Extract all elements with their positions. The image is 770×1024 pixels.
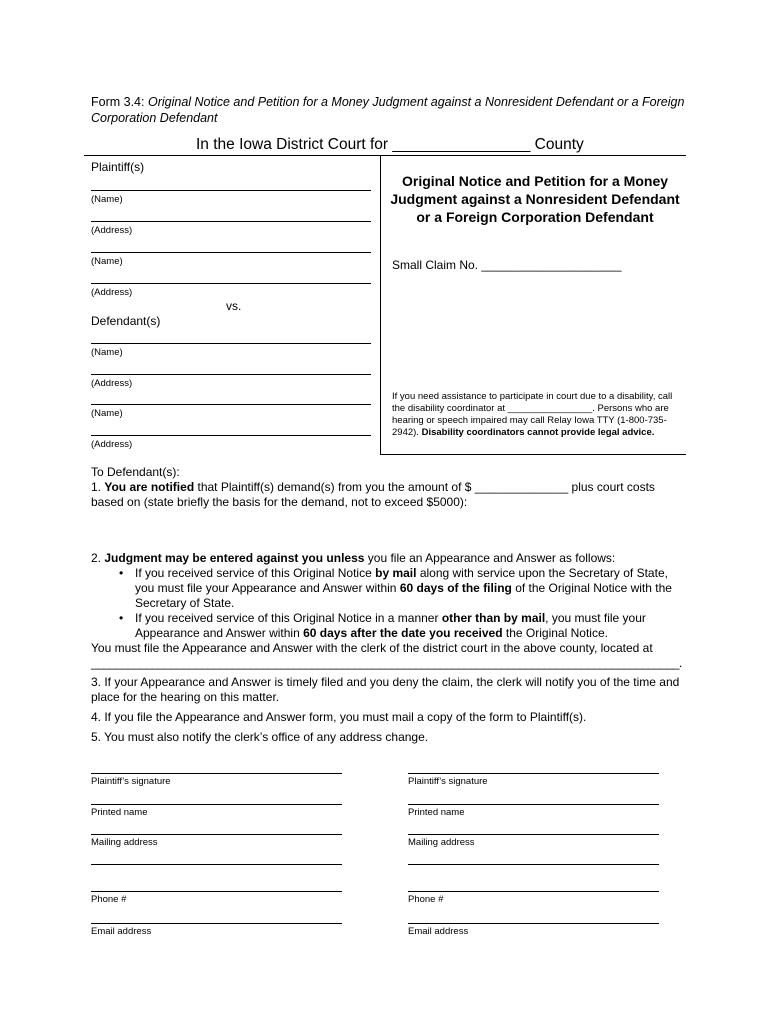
paragraph-4: 4. If you file the Appearance and Answer form, you must mail a copy of the form to Plaintiff(s).: [91, 710, 587, 724]
court-heading: [196, 136, 584, 154]
sig-1-signature-label: Plaintiff’s signature: [91, 776, 171, 787]
vs-label: vs.: [226, 299, 242, 313]
notice-body: [91, 465, 681, 510]
sig-1-phone-line[interactable]: [91, 891, 342, 892]
sig-1-phone-label: Phone #: [91, 894, 127, 905]
plaintiff-1-address-line[interactable]: [91, 221, 371, 222]
sig-1-mailing-line[interactable]: [91, 834, 342, 835]
plaintiff-2-address-line[interactable]: [91, 283, 371, 284]
sig-2-phone-line[interactable]: [408, 891, 659, 892]
sig-1-mailing-label: Mailing address: [91, 837, 158, 848]
bullet-other-than-mail: • If you received service of this Original Notice in a manner other than by mail, you must file your Appearance and Answer within 60 days after the date you received the Original Notice.: [91, 611, 681, 641]
service-bullets: [91, 566, 681, 641]
sig-2-phone-label: Phone #: [408, 894, 444, 905]
sig-2-mailing-line-2[interactable]: [408, 864, 659, 865]
county-blank[interactable]: ________________: [392, 136, 531, 153]
defendant-2-name-label: (Name): [91, 408, 123, 419]
plaintiff-2-address-label: (Address): [91, 287, 133, 298]
defendant-2-address-line[interactable]: [91, 435, 371, 436]
defendants-label: Defendant(s): [91, 314, 161, 328]
small-claim-field: [392, 258, 622, 272]
clerk-location-blank[interactable]: ________________________________________________________________________________________________.: [91, 656, 682, 670]
county-label: County: [534, 136, 584, 153]
paragraph-2-block: [91, 551, 681, 745]
petition-title: Original Notice and Petition for a Money Judgment against a Nonresident Defendant or a Foreign Corporation Defendant: [390, 173, 680, 225]
sig-1-mailing-line-2[interactable]: [91, 864, 342, 865]
defendant-2-address-label: (Address): [91, 439, 133, 450]
file-with-clerk: You must file the Appearance and Answer with the clerk of the district court in the above county, located at ________________________________________________________________________________________________.: [91, 641, 682, 670]
defendant-1-address-label: (Address): [91, 378, 133, 389]
defendant-1-name-line[interactable]: [91, 343, 371, 344]
sig-2-mailing-line[interactable]: [408, 834, 659, 835]
sig-2-signature-label: Plaintiff’s signature: [408, 776, 488, 787]
paragraph-1: 1. You are notified that Plaintiff(s) demand(s) from you the amount of $ ______________ plus court costs based on (state briefly the basis for the demand, not to exceed $5000):: [91, 480, 655, 509]
small-claim-blank[interactable]: _____________________: [481, 258, 622, 272]
to-defendants: To Defendant(s):: [91, 465, 180, 479]
small-claim-label: Small Claim No.: [392, 258, 479, 272]
sig-1-printed-name-line[interactable]: [91, 804, 342, 805]
bullet-by-mail: • If you received service of this Original Notice by mail along with service upon the Secretary of State, you must file your Appearance and Answer within 60 days of the filing of the Original Notice with the Secretary of State.: [91, 566, 681, 611]
caption-bottom-rule: [380, 454, 686, 455]
caption-top-rule: [84, 155, 686, 156]
plaintiff-2-name-label: (Name): [91, 256, 123, 267]
paragraph-2: 2. Judgment may be entered against you unless you file an Appearance and Answer as follows:: [91, 551, 616, 565]
form-caption: [91, 94, 691, 126]
plaintiff-1-address-label: (Address): [91, 225, 133, 236]
sig-1-printed-name-label: Printed name: [91, 807, 148, 818]
plaintiff-1-name-line[interactable]: [91, 190, 371, 191]
sig-2-printed-name-line[interactable]: [408, 804, 659, 805]
sig-2-mailing-label: Mailing address: [408, 837, 475, 848]
sig-1-email-label: Email address: [91, 926, 152, 937]
paragraph-3: 3. If your Appearance and Answer is timely filed and you deny the claim, the clerk will notify you of the time and place for the hearing on this matter.: [91, 675, 680, 704]
sig-2-email-line[interactable]: [408, 923, 659, 924]
sig-2-email-label: Email address: [408, 926, 469, 937]
disability-text: If you need assistance to participate in court due to a disability, call the disability coordinator at: [392, 391, 673, 414]
disability-warning: Disability coordinators cannot provide legal advice.: [421, 427, 655, 438]
court-prefix: In the Iowa District Court for: [196, 136, 389, 153]
plaintiffs-label: Plaintiff(s): [91, 160, 145, 174]
disability-coordinator-blank[interactable]: ________________: [507, 403, 593, 414]
caption-divider: [380, 155, 381, 454]
disability-notice: If you need assistance to participate in court due to a disability, call the disability coordinator at ________________. Persons who are hearing or speech impaired may call Relay Iowa TTY (1-800-735-2942). Disability coordinators cannot provide legal advice.: [392, 391, 673, 438]
demand-amount-blank[interactable]: ______________: [474, 480, 569, 494]
paragraph-5: 5. You must also notify the clerk’s office of any address change.: [91, 730, 429, 744]
defendant-1-name-label: (Name): [91, 347, 123, 358]
sig-1-email-line[interactable]: [91, 923, 342, 924]
defendant-1-address-line[interactable]: [91, 374, 371, 375]
sig-2-signature-line[interactable]: [408, 773, 659, 774]
defendant-2-name-line[interactable]: [91, 404, 371, 405]
form-number: Form 3.4:: [91, 95, 145, 109]
sig-2-printed-name-label: Printed name: [408, 807, 465, 818]
form-title: Original Notice and Petition for a Money Judgment against a Nonresident Defendant or a Foreign Corporation Defendant: [91, 95, 685, 125]
plaintiff-2-name-line[interactable]: [91, 252, 371, 253]
disability-text-cont: Persons who are hearing or speech impaired may call Relay Iowa TTY (1-800-735-2942).: [392, 403, 669, 438]
plaintiff-1-name-label: (Name): [91, 194, 123, 205]
sig-1-signature-line[interactable]: [91, 773, 342, 774]
